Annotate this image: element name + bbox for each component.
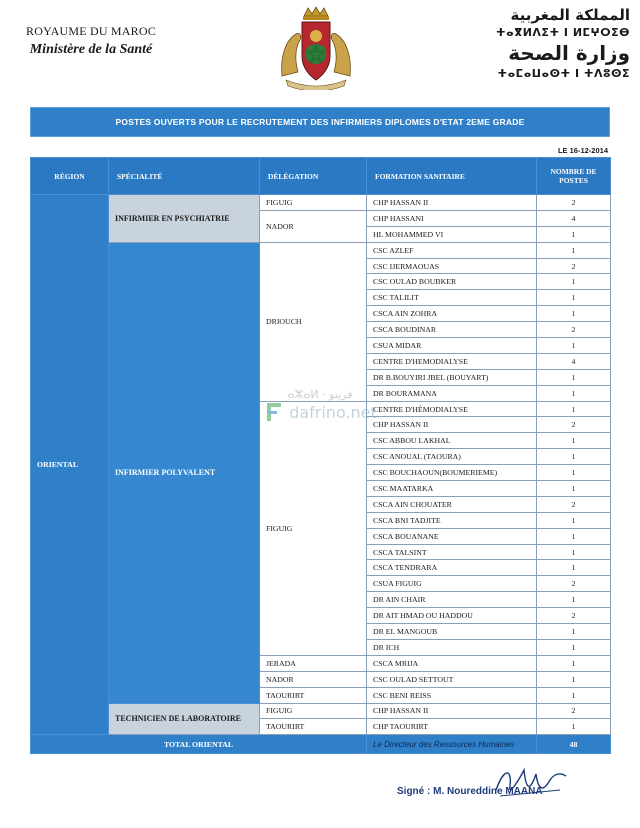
region-cell	[31, 195, 109, 735]
nombre-cell: 1	[537, 401, 611, 417]
director-stamp-text: Le Directeur des Ressources Humaines	[367, 735, 537, 754]
specialite-cell-tech: TECHNICIEN DE LABORATOIRE	[109, 703, 260, 735]
nombre-cell: 1	[537, 671, 611, 687]
watermark-latin: dafrino.net	[289, 402, 377, 422]
nombre-cell: 2	[537, 496, 611, 512]
nombre-cell: 2	[537, 608, 611, 624]
specialite-cell-psy: INFIRMIER EN PSYCHIATRIE	[109, 195, 260, 243]
kingdom-label: ROYAUME DU MAROC	[26, 24, 156, 38]
nombre-cell: 2	[537, 258, 611, 274]
royal-emblem-icon	[276, 6, 356, 90]
formation-cell: HL MOHAMMED VI	[367, 226, 537, 242]
document-date: LE 16-12-2014	[557, 146, 608, 155]
formation-cell: CSC ANOUAL (TAOURA)	[367, 449, 537, 465]
nombre-cell: 1	[537, 338, 611, 354]
delegation-cell: FIGUIG	[260, 401, 367, 655]
nombre-cell: 2	[537, 576, 611, 592]
positions-table	[30, 157, 611, 754]
nombre-cell: 1	[537, 306, 611, 322]
nombre-cell: 1	[537, 560, 611, 576]
formation-cell: CSC BOUCHAOUN(BOUMERIEME)	[367, 465, 537, 481]
formation-cell: DR EL MANGOUB	[367, 624, 537, 640]
total-row	[31, 735, 611, 754]
formation-cell: CSCA BOUANANE	[367, 528, 537, 544]
formation-cell: CSC OULAD BOUBKER	[367, 274, 537, 290]
nombre-cell: 1	[537, 592, 611, 608]
nombre-cell: 1	[537, 719, 611, 735]
formation-cell: CSC MAATARKA	[367, 481, 537, 497]
formation-cell: CHP HASSANI	[367, 210, 537, 226]
nombre-cell: 4	[537, 353, 611, 369]
nombre-cell: 2	[537, 417, 611, 433]
formation-cell: CSC AZLEF	[367, 242, 537, 258]
col-header-delegation: DÉLÉGATION	[260, 158, 367, 195]
formation-cell: CSC TALILIT	[367, 290, 537, 306]
formation-cell: CSUA FIGUIG	[367, 576, 537, 592]
formation-cell: CSC IJERMAOUAS	[367, 258, 537, 274]
nombre-cell: 2	[537, 322, 611, 338]
signed-by: Signé : M. Noureddine MAANA	[397, 786, 543, 797]
delegation-cell: DRIOUCH	[260, 242, 367, 401]
nombre-cell: 1	[537, 687, 611, 703]
nombre-cell: 1	[537, 369, 611, 385]
nombre-cell: 1	[537, 274, 611, 290]
nombre-cell: 2	[537, 703, 611, 719]
col-header-nombre-line2: POSTES	[559, 176, 588, 185]
nombre-cell: 1	[537, 655, 611, 671]
delegation-cell: FIGUIG	[260, 703, 367, 719]
nombre-cell: 1	[537, 624, 611, 640]
formation-cell: DR AIN CHAIR	[367, 592, 537, 608]
formation-cell: DR ICH	[367, 639, 537, 655]
formation-cell: CSCA TENDRARA	[367, 560, 537, 576]
formation-cell: CSC OULAD SETTOUT	[367, 671, 537, 687]
formation-cell: CSCA TALSINT	[367, 544, 537, 560]
watermark-arabic: ⴰⵣⴰⵍ · فرينو	[287, 388, 353, 401]
delegation-cell: JERADA	[260, 655, 367, 671]
formation-cell: DR B.BOUYIRI JBEL (BOUYART)	[367, 369, 537, 385]
nombre-cell: 2	[537, 195, 611, 211]
nombre-cell: 1	[537, 449, 611, 465]
formation-cell: CENTRE D'HEMODIALYSE	[367, 353, 537, 369]
formation-cell: CSCA AIN ZOHRA	[367, 306, 537, 322]
formation-cell: CHP TAOURIRT	[367, 719, 537, 735]
delegation-cell: NADOR	[260, 671, 367, 687]
table-header-row	[31, 158, 611, 195]
nombre-cell: 1	[537, 290, 611, 306]
nombre-cell: 1	[537, 544, 611, 560]
nombre-cell: 1	[537, 528, 611, 544]
nombre-cell: 1	[537, 465, 611, 481]
formation-cell: CSC ABBOU LAKHAL	[367, 433, 537, 449]
nombre-cell: 1	[537, 385, 611, 401]
ministry-arabic: وزارة الصحة	[508, 41, 630, 65]
delegation-cell: TAOURIRT	[260, 719, 367, 735]
formation-cell: DR BOURAMANA	[367, 385, 537, 401]
specialite-cell-poly: INFIRMIER POLYVALENT	[109, 242, 260, 703]
nombre-cell: 4	[537, 210, 611, 226]
table-row	[31, 242, 611, 258]
nombre-cell: 1	[537, 226, 611, 242]
table-row	[31, 195, 611, 211]
header-right	[460, 6, 630, 80]
formation-cell: CHP HASSAN II	[367, 703, 537, 719]
col-header-region: RÉGION	[31, 158, 109, 195]
nombre-cell: 1	[537, 481, 611, 497]
delegation-cell: TAOURIRT	[260, 687, 367, 703]
nombre-cell: 1	[537, 639, 611, 655]
col-header-nombre-line1: NOMBRE DE	[550, 167, 597, 176]
nombre-cell: 1	[537, 433, 611, 449]
formation-cell: CHP HASSAN II	[367, 195, 537, 211]
kingdom-tifinagh: ⵜⴰⴳⵍⴷⵉⵜ ⵏ ⵍⵎⵖⵔⵉⴱ	[495, 26, 630, 39]
col-header-specialite: SPÉCIALITÉ	[109, 158, 260, 195]
formation-cell: CSCA AIN CHOUATER	[367, 496, 537, 512]
formation-cell: CSC BENI REISS	[367, 687, 537, 703]
ministry-tifinagh: ⵜⴰⵎⴰⵡⴰⵙⵜ ⵏ ⵜⴷⵓⵙⵉ	[497, 67, 630, 80]
total-label: TOTAL ORIENTAL	[31, 735, 367, 754]
signature-scrawl-icon	[490, 760, 570, 804]
kingdom-arabic: المملكة المغربية	[510, 6, 630, 24]
delegation-cell: FIGUIG	[260, 195, 367, 211]
nombre-cell: 1	[537, 512, 611, 528]
table-row	[31, 703, 611, 719]
formation-cell: CHP HASSAN II	[367, 417, 537, 433]
ministry-label: Ministère de la Santé	[29, 42, 153, 57]
delegation-cell: NADOR	[260, 210, 367, 242]
formation-cell: CENTRE D'HÉMODIALYSE	[367, 401, 537, 417]
col-header-formation: FORMATION SANITAIRE	[367, 158, 537, 195]
header-left	[6, 24, 176, 58]
formation-cell: CSCA MRIJA	[367, 655, 537, 671]
total-value: 48	[537, 735, 611, 754]
formation-cell: CSCA BNI TADJITE	[367, 512, 537, 528]
document-title-banner: POSTES OUVERTS POUR LE RECRUTEMENT DES INFIRMIERS DIPLOMES D'ETAT 2EME GRADE	[30, 107, 610, 137]
col-header-nombre	[537, 158, 611, 195]
region-label: ORIENTAL	[37, 460, 79, 470]
nombre-cell: 1	[537, 242, 611, 258]
formation-cell: CSCA BOUDINAR	[367, 322, 537, 338]
formation-cell: CSUA MIDAR	[367, 338, 537, 354]
formation-cell: DR AIT HMAD OU HADDOU	[367, 608, 537, 624]
